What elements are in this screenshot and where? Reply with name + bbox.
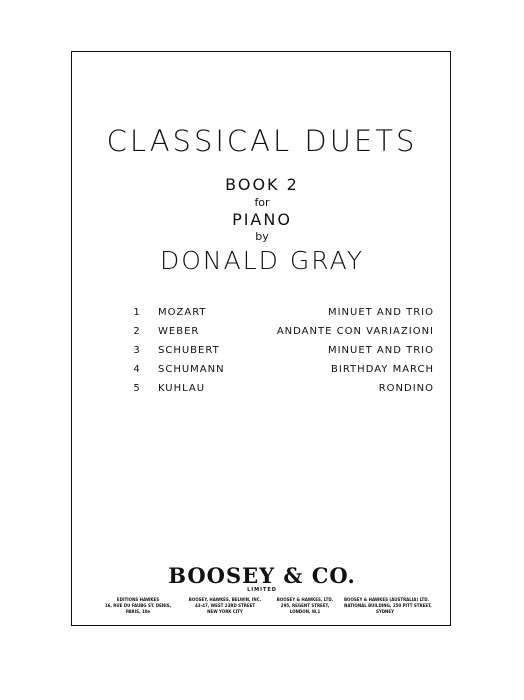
address-line: 16, RUE DU FAUBG ST. DENIS, xyxy=(104,603,172,608)
item-piece: MINUET AND TRIO xyxy=(327,307,434,318)
list-item xyxy=(130,364,438,383)
address-line: BOOSEY & HAWKES (AUSTRALIA) LTD. xyxy=(344,597,430,602)
publisher-address-new-york xyxy=(184,597,266,615)
address-line: BOOSEY, HAWKES, BELWIN, INC. xyxy=(188,597,262,602)
address-line: NEW YORK CITY xyxy=(207,609,243,614)
item-number: 4 xyxy=(133,364,141,375)
collection-title: CLASSICAL DUETS xyxy=(106,124,418,158)
item-number: 1 xyxy=(133,307,141,318)
list-item xyxy=(130,345,438,364)
list-item xyxy=(130,383,438,402)
publisher-address-london xyxy=(274,597,336,615)
list-item xyxy=(130,307,438,326)
publisher-address-sydney xyxy=(344,597,432,615)
address-line: 295, REGENT STREET, xyxy=(280,603,330,608)
item-number: 3 xyxy=(133,345,141,356)
arranger-name: DONALD GRAY xyxy=(159,246,365,275)
item-piece: RONDINO xyxy=(378,383,434,394)
item-composer: MOZART xyxy=(158,307,207,318)
address-line: LONDON, W.1 xyxy=(289,609,321,614)
item-number: 2 xyxy=(133,326,141,337)
item-piece: BIRTHDAY MARCH xyxy=(331,364,434,375)
item-number: 5 xyxy=(133,383,141,394)
list-item xyxy=(130,326,438,345)
address-line: NATIONAL BUILDING, 250 PITT STREET, xyxy=(344,603,432,608)
address-line: EDITIONS HAWKES xyxy=(116,597,160,602)
item-piece: MINUET AND TRIO xyxy=(327,345,434,356)
publisher-address-paris xyxy=(100,597,176,615)
item-composer: SCHUBERT xyxy=(158,345,220,356)
item-composer: WEBER xyxy=(158,326,200,337)
contents-list xyxy=(130,307,438,402)
for-text: for xyxy=(254,196,270,209)
item-composer: KUHLAU xyxy=(158,383,206,394)
address-line: BOOSEY & HAWKES, LTD. xyxy=(276,597,334,602)
publisher-name: BOOSEY & CO. xyxy=(168,563,356,588)
item-composer: SCHUMANN xyxy=(158,364,225,375)
publisher-limited: LIMITED xyxy=(247,587,277,593)
book-number: BOOK 2 xyxy=(225,175,299,194)
instrument: PIANO xyxy=(232,210,292,229)
by-text: by xyxy=(255,230,269,243)
address-line: PARIS, 10e xyxy=(125,609,151,614)
address-line: 43-47, WEST 23RD STREET xyxy=(194,603,256,608)
item-piece: ANDANTE CON VARIAZIONI xyxy=(276,326,434,337)
address-line: SYDNEY xyxy=(375,609,395,614)
